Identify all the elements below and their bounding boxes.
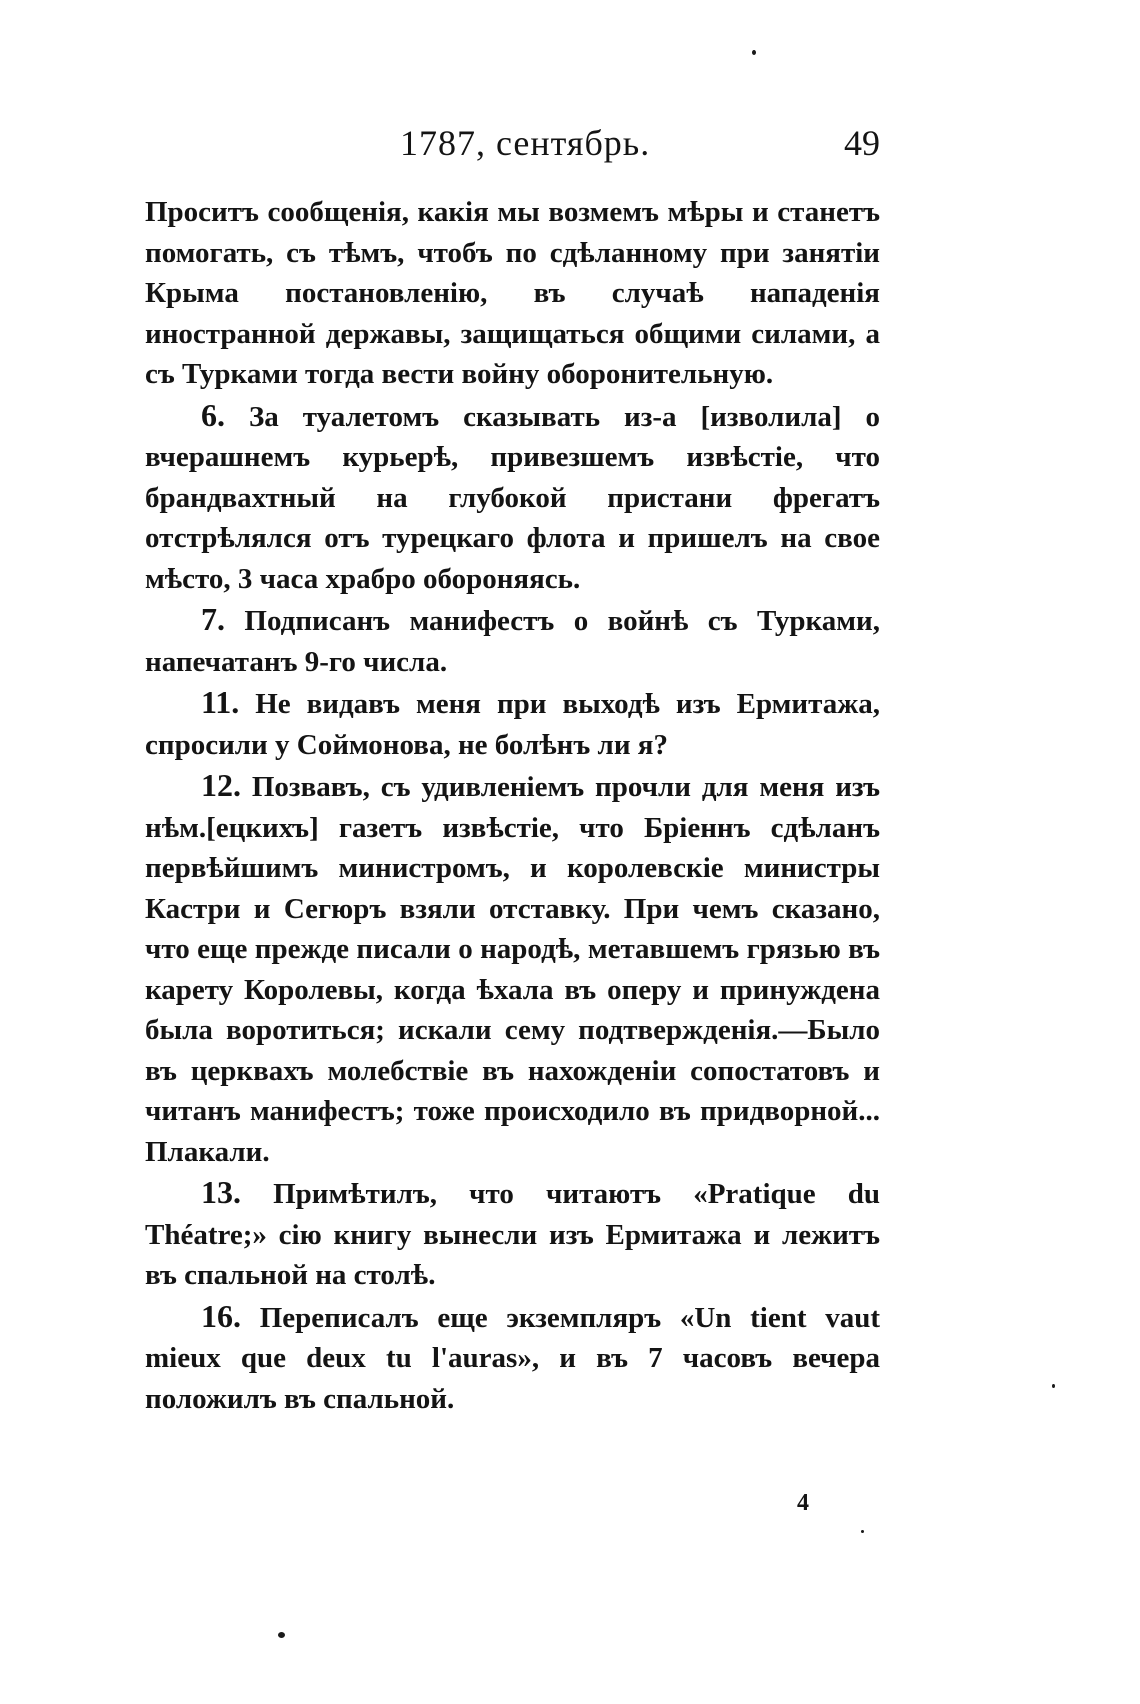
ink-speck bbox=[752, 50, 756, 55]
entry-11 bbox=[145, 682, 880, 765]
entry-text: Подписанъ манифестъ о войнѣ съ Турками, напечатанъ 9-го числа. bbox=[145, 605, 881, 678]
entry-text: Переписалъ еще экземпляръ «Un tient vaut mieux que deux tu l'auras», и въ 7 часовъ вечера положилъ въ спальной. bbox=[145, 1301, 880, 1415]
entry-number: 16 . bbox=[201, 1298, 241, 1334]
entry-12 bbox=[145, 765, 880, 1172]
body-text bbox=[145, 192, 880, 1419]
entry-number: 12 . bbox=[201, 767, 241, 803]
signature-mark: 4 bbox=[797, 1490, 809, 1516]
entry-text: Позвавъ, съ удивленіемъ прочли для меня изъ нѣм.[ецкихъ] газетъ извѣстіе, что Бріеннъ сдѣланъ первѣйшимъ министромъ, и королевскіе министры Кастри и Сегюръ взяли отставку. При чемъ сказано, что еще прежде писали о народѣ, метавшемъ грязью въ карету Королевы, когда ѣхала въ оперу и принуждена была воротиться; искали сему подтвержденія.—Было въ церквахъ молебствіе въ нахожденіи сопостатовъ и читанъ манифестъ; тоже происходило въ придворной... Плакали. bbox=[145, 771, 880, 1168]
entry-number: 13 . bbox=[201, 1174, 241, 1210]
entry-number: 7 . bbox=[201, 601, 225, 637]
entry-text: Примѣтилъ, что читаютъ «Pratique du Théatre;» сію книгу вынесли изъ Ермитажа и лежитъ въ спальной на столѣ. bbox=[145, 1178, 881, 1291]
ink-speck bbox=[1052, 1384, 1055, 1388]
entry-6 bbox=[145, 395, 880, 600]
entry-number: 6 . bbox=[201, 397, 225, 433]
running-header bbox=[145, 122, 880, 172]
entry-7 bbox=[145, 599, 880, 682]
page-number: 49 bbox=[844, 123, 880, 163]
entry-16 bbox=[145, 1296, 880, 1420]
paragraph-continuation: Проситъ сообщенія, какія мы возмемъ мѣры и станетъ помогать, съ тѣмъ, чтобъ по сдѣланному при занятіи Крыма постановленію, въ случаѣ нападенія иностранной державы, защищаться общими силами, а съ Турками тогда вести войну оборонительную. bbox=[145, 196, 880, 390]
entry-number: 11 . bbox=[201, 684, 239, 720]
ink-speck bbox=[861, 1530, 864, 1533]
entry-13 bbox=[145, 1172, 880, 1296]
entry-text: Не видавъ меня при выходѣ изъ Ермитажа, спросили у Соймонова, не болѣнъ ли я? bbox=[145, 688, 881, 761]
entry-text: За туалетомъ сказывать из-а [изволила] о вчерашнемъ курьерѣ, привезшемъ извѣстіе, что брандвахтный на глубокой пристани фрегатъ отстрѣлялся отъ турецкаго флота и пришелъ на свое мѣсто, 3 часа храбро обороняясь. bbox=[145, 400, 880, 595]
header-date: 1787, сентябрь. bbox=[400, 123, 651, 163]
ink-speck bbox=[278, 1632, 285, 1638]
